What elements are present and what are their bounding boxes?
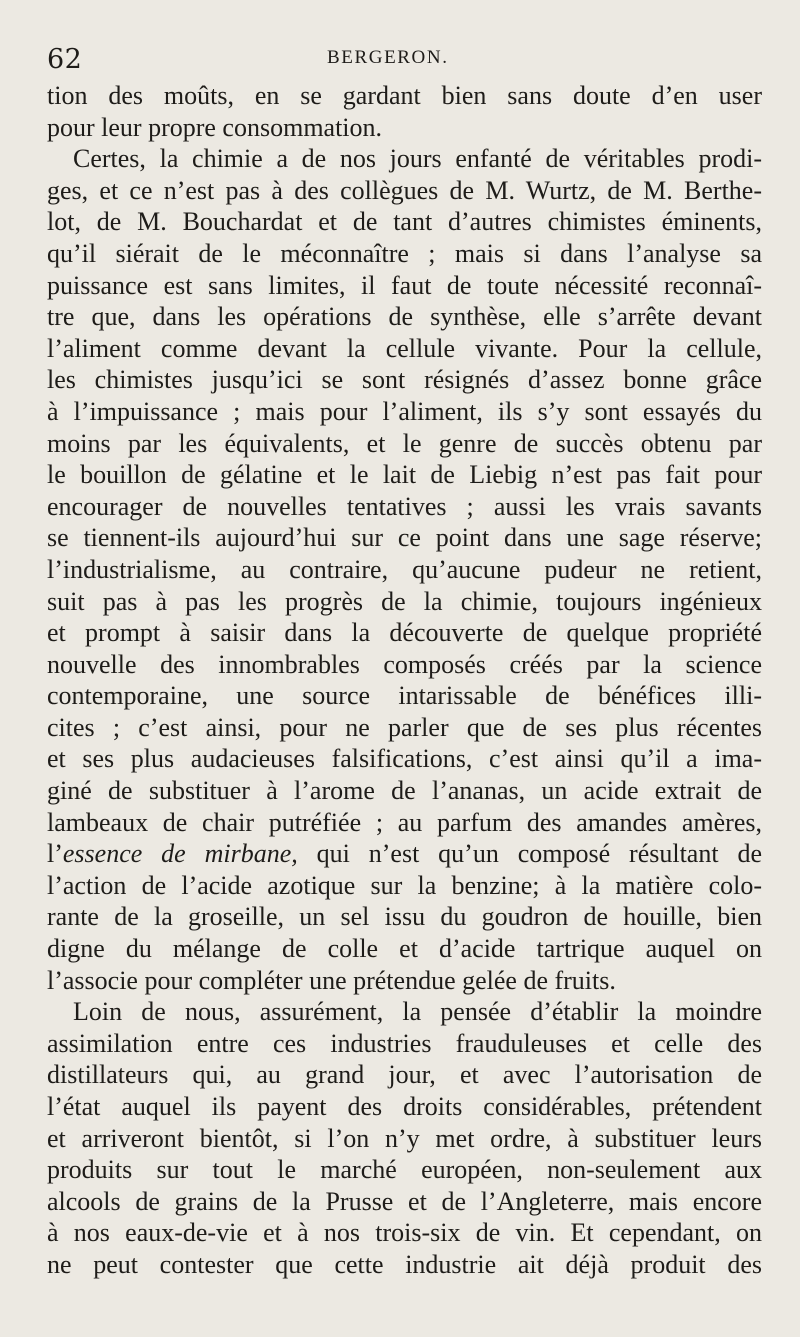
text-line: l’état auquel ils payent des droits considérables, prétendent bbox=[47, 1092, 762, 1121]
text-line: le bouillon de gélatine et le lait de Liebig n’est pas fait pour bbox=[47, 460, 762, 490]
text-line: tre que, dans les opérations de synthèse, elle s’arrête devant bbox=[47, 302, 762, 332]
text-line: à l’impuissance ; mais pour l’aliment, ils s’y sont essayés du bbox=[47, 396, 762, 426]
italic-term: essence de mirbane, bbox=[62, 839, 298, 869]
text-line: tion des moûts, en se gardant bien sans doute d’en user bbox=[47, 81, 762, 110]
text-line: alcools de grains de la Prusse et de l’Angleterre, mais encore bbox=[47, 1186, 762, 1216]
running-head bbox=[47, 44, 760, 74]
text-line: et ses plus audacieuses falsifications, c’est ainsi qu’il a ima- bbox=[47, 744, 762, 774]
text-line: l’action de l’acide azotique sur la benzine; à la matière colo- bbox=[47, 870, 762, 900]
text-line: et arriveront bientôt, si l’on n’y met ordre, à substituer leurs bbox=[47, 1123, 762, 1153]
running-title: BERGERON. bbox=[327, 47, 449, 68]
text-line: ne peut contester que cette industrie ait déjà produit des bbox=[47, 1249, 762, 1279]
text-line: suit pas à pas les progrès de la chimie, toujours ingénieux bbox=[47, 586, 762, 616]
text-line: Loin de nous, assurément, la pensée d’établir la moindre bbox=[73, 997, 762, 1027]
text-line: Certes, la chimie a de nos jours enfanté de véritables prodi- bbox=[73, 144, 762, 174]
text-line: distillateurs qui, au grand jour, et avec l’autorisation de bbox=[47, 1060, 762, 1090]
page-number: 62 bbox=[47, 44, 83, 75]
text-line: les chimistes jusqu’ici se sont résignés d’assez bonne grâce bbox=[47, 365, 762, 395]
text-line: qu’il siérait de le méconnaître ; mais si dans l’analyse sa bbox=[47, 238, 762, 268]
text-line: l’aliment comme devant la cellule vivante. Pour la cellule, bbox=[47, 333, 762, 363]
text-line: lot, de M. Bouchardat et de tant d’autres chimistes éminents, bbox=[47, 207, 762, 237]
text-line: contemporaine, une source intarissable de bénéfices illi- bbox=[47, 681, 762, 711]
italic-line-prefix: l’ bbox=[47, 839, 63, 869]
text-line: digne du mélange de colle et d’acide tartrique auquel on bbox=[47, 934, 762, 964]
text-line: produits sur tout le marché européen, non-seulement aux bbox=[47, 1155, 762, 1185]
text-line: giné de substituer à l’arome de l’ananas, un acide extrait de bbox=[47, 776, 762, 806]
text-line: se tiennent-ils aujourd’hui sur ce point dans une sage réserve; bbox=[47, 523, 762, 553]
text-line: moins par les équivalents, et le genre de succès obtenu par bbox=[47, 428, 762, 458]
body-text bbox=[47, 80, 760, 1281]
text-line: l’associe pour compléter une prétendue gelée de fruits. bbox=[47, 965, 616, 995]
text-line: rante de la groseille, un sel issu du goudron de houille, bien bbox=[47, 902, 762, 932]
text-line: l’industrialisme, au contraire, qu’aucune pudeur ne retient, bbox=[47, 554, 762, 584]
text-line: cites ; c’est ainsi, pour ne parler que de ses plus récentes bbox=[47, 712, 762, 742]
italic-line-suffix: qui n’est qu’un composé résultant de bbox=[297, 839, 762, 869]
text-line-italic bbox=[47, 838, 762, 870]
text-line: pour leur propre consommation. bbox=[47, 112, 383, 142]
text-line: nouvelle des innombrables composés créés par la science bbox=[47, 649, 762, 679]
text-line: puissance est sans limites, il faut de toute nécessité reconnaî- bbox=[47, 270, 762, 300]
text-line: encourager de nouvelles tentatives ; aussi les vrais savants bbox=[47, 491, 762, 521]
text-line: à nos eaux-de-vie et à nos trois-six de vin. Et cependant, on bbox=[47, 1218, 762, 1248]
text-line: et prompt à saisir dans la découverte de quelque propriété bbox=[47, 618, 762, 648]
text-line: lambeaux de chair putréfiée ; au parfum des amandes amères, bbox=[47, 807, 762, 837]
text-line: assimilation entre ces industries frauduleuses et celle des bbox=[47, 1028, 762, 1058]
text-line: ges, et ce n’est pas à des collègues de M. Wurtz, de M. Berthe- bbox=[47, 175, 762, 205]
